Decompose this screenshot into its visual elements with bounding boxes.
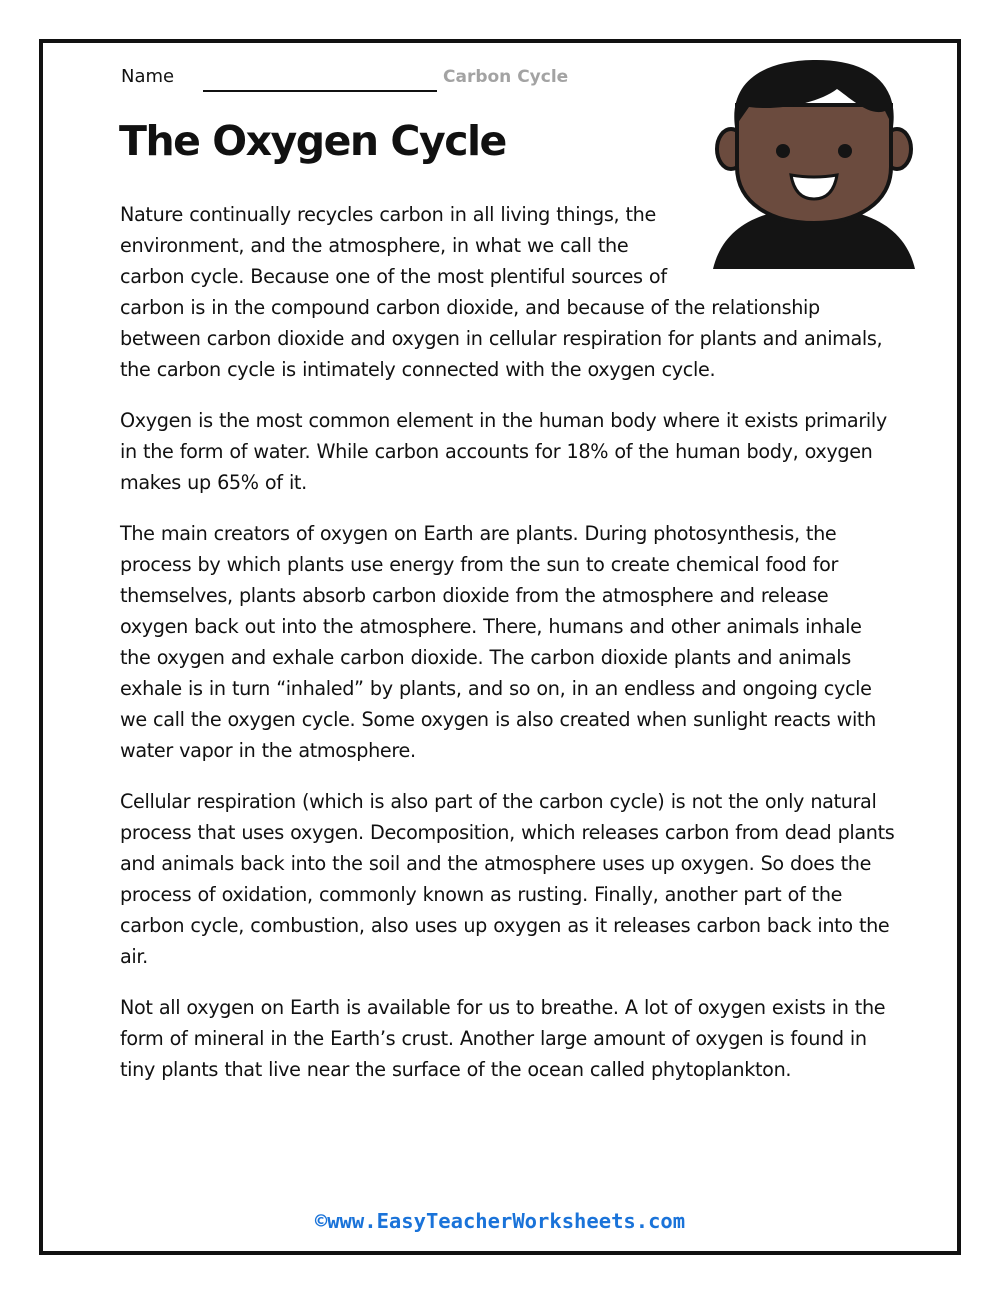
paragraph-5: Not all oxygen on Earth is available for us to breathe. A lot of oxygen exists in the form of mineral in the Earth’s crust. Another large amount of oxygen is found in tiny plants that live near the surface of the ocean called phytoplankton. (120, 996, 886, 1081)
name-write-line[interactable] (203, 90, 437, 92)
page-title: The Oxygen Cycle (119, 117, 506, 165)
paragraph-2: Oxygen is the most common element in the human body where it exists primarily in the form of water. While carbon accounts for 18% of the human body, oxygen makes up 65% of it. (120, 409, 887, 494)
name-row (121, 66, 601, 96)
topic-label: Carbon Cycle (443, 67, 569, 87)
footer-website-link[interactable]: ©www.EasyTeacherWorksheets.com (314, 1209, 686, 1233)
paragraph-1 (120, 199, 895, 385)
paragraph-3: The main creators of oxygen on Earth are plants. During photosynthesis, the process by which plants use energy from the sun to create chemical food for themselves, plants absorb carbon dioxide from the atmosphere and release oxygen back out into the atmosphere. There, humans and other animals inhale the oxygen and exhale carbon dioxide. The carbon dioxide plants and animals exhale is in turn “inhaled” by plants, and so on, in an endless and ongoing cycle we call the oxygen cycle. Some oxygen is also created when sunlight reacts with water vapor in the atmosphere. (120, 522, 876, 762)
article-body (120, 199, 895, 1105)
paragraph-1-text: Nature continually recycles carbon in all living things, the environment, and the atmosphere, in what we call the carbon cycle. Because one of the most plentiful sources of carbon is in the compound carbon dioxide, and because of the relationship between carbon dioxide and oxygen in cellular respiration for plants and animals, the carbon cycle is intimately connected with the oxygen cycle. (120, 203, 883, 381)
name-label: Name (121, 66, 175, 87)
worksheet-frame (39, 39, 961, 1255)
paragraph-4: Cellular respiration (which is also part of the carbon cycle) is not the only natural process that uses oxygen. Decomposition, which releases carbon from dead plants and animals back into the soil and the atmosphere uses up oxygen. So does the process of oxidation, commonly known as rusting. Finally, another part of the carbon cycle, combustion, also uses up oxygen as it releases carbon back into the air. (120, 790, 895, 968)
